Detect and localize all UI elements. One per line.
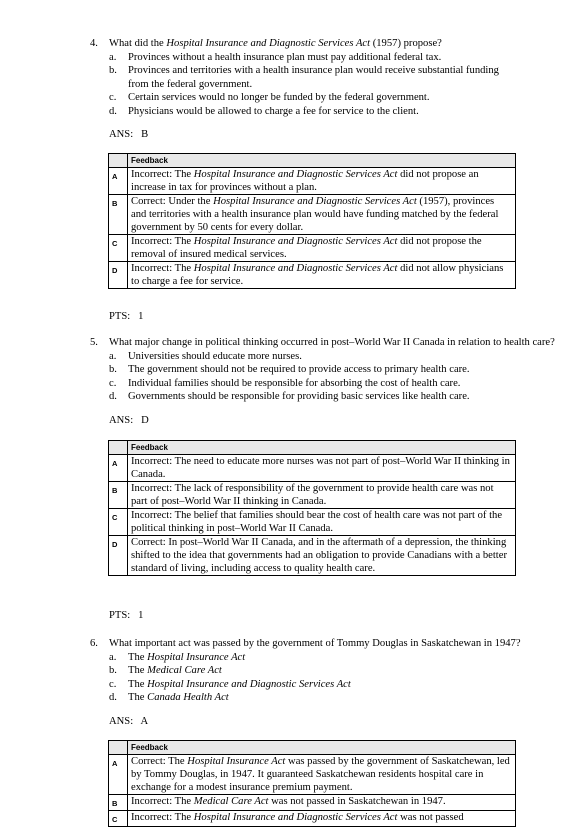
pts-5: PTS: 1 [109, 610, 144, 621]
question-number: 5. [90, 337, 98, 348]
feedback-row-b: B Incorrect: The lack of responsibility of the government to provide health care was not part of post–World War II thinking in Canada. [109, 482, 516, 509]
feedback-row-b: B Incorrect: The Medical Care Act was not passed in Saskatchewan in 1947. [109, 795, 516, 811]
option-c: c. Certain services would no longer be funded by the federal government. [109, 92, 430, 103]
feedback-row-c: C Incorrect: The belief that families should bear the cost of health care was not part of the political thinking in post–World War II Canada. [109, 509, 516, 536]
feedback-table-6 [108, 740, 516, 827]
answer-line: ANS: D [109, 414, 149, 426]
option-d: d. Governments should be responsible for providing basic services like health care. [109, 391, 470, 402]
feedback-row-d: D Correct: In post–World War II Canada, and in the aftermath of a depression, the thinking shifted to the idea that governments had an obligation to provide Canadians with a better standard of living, including access to quality health care. [109, 536, 516, 576]
option-a: a. Universities should educate more nurses. [109, 350, 302, 362]
option-b: b. The Medical Care Act [109, 665, 222, 676]
answer-line: ANS: A [109, 715, 149, 727]
feedback-table-5 [108, 440, 516, 576]
feedback-row-d: D Incorrect: The Hospital Insurance and Diagnostic Services Act did not allow physicians to charge a fee for service. [109, 262, 516, 289]
option-b: b. The government should not be required to provide access to primary health care. [109, 364, 470, 375]
option-c: c. The Hospital Insurance and Diagnostic Services Act [109, 678, 351, 690]
feedback-header: Feedback [128, 441, 516, 455]
question-number: 6. [90, 638, 98, 649]
feedback-row-a: A Correct: The Hospital Insurance Act was passed by the government of Saskatchewan, led by Tommy Douglas, in 1947. It guaranteed Saskatchewan residents hospital care in exchange for a modest insurance premium payment. [109, 755, 516, 795]
answer-value: D [141, 414, 149, 426]
question-stem: 6. What important act was passed by the government of Tommy Douglas in Saskatchewan in 1947? [90, 638, 521, 649]
answer-line: ANS: B [109, 129, 149, 140]
feedback-header: Feedback [128, 741, 516, 755]
feedback-row-b: B Correct: Under the Hospital Insurance and Diagnostic Services Act (1957), provinces and territories with a health insurance plan would have funding matched by the federal government by 50 cents for every dollar. [109, 195, 516, 235]
feedback-row-c: C Incorrect: The Hospital Insurance and Diagnostic Services Act was not passed [109, 811, 516, 827]
pts-4: PTS: 1 [109, 311, 144, 322]
feedback-table-4 [108, 153, 516, 289]
option-d: d. The Canada Health Act [109, 692, 229, 703]
question-4 [90, 37, 578, 142]
option-a: a. The Hospital Insurance Act [109, 651, 246, 663]
option-c: c. Individual families should be responsible for absorbing the cost of health care. [109, 377, 461, 389]
answer-value: B [141, 129, 149, 140]
question-stem: 4. What did the Hospital Insurance and Diagnostic Services Act (1957) propose? [90, 38, 442, 49]
question-6 [90, 637, 578, 728]
feedback-row-a: A Incorrect: The Hospital Insurance and Diagnostic Services Act did not propose an increase in tax for provinces without a plan. [109, 168, 516, 195]
feedback-header: Feedback [128, 154, 516, 168]
option-b: b. Provinces and territories with a health insurance plan would receive substantial funding from the federal government. [109, 65, 499, 90]
question-number: 4. [90, 38, 98, 49]
option-d: d. Physicians would be allowed to charge a fee for service to the client. [109, 105, 419, 117]
option-a: a. Provinces without a health insurance plan must pay additional federal tax. [109, 51, 442, 63]
feedback-row-a: A Incorrect: The need to educate more nurses was not part of post–World War II thinking in Canada. [109, 455, 516, 482]
question-5 [90, 336, 578, 427]
answer-value: A [140, 715, 149, 727]
feedback-row-c: C Incorrect: The Hospital Insurance and Diagnostic Services Act did not propose the removal of insured medical services. [109, 235, 516, 262]
question-stem: 5. What major change in political thinking occurred in post–World War II Canada in relation to health care? [90, 337, 555, 348]
